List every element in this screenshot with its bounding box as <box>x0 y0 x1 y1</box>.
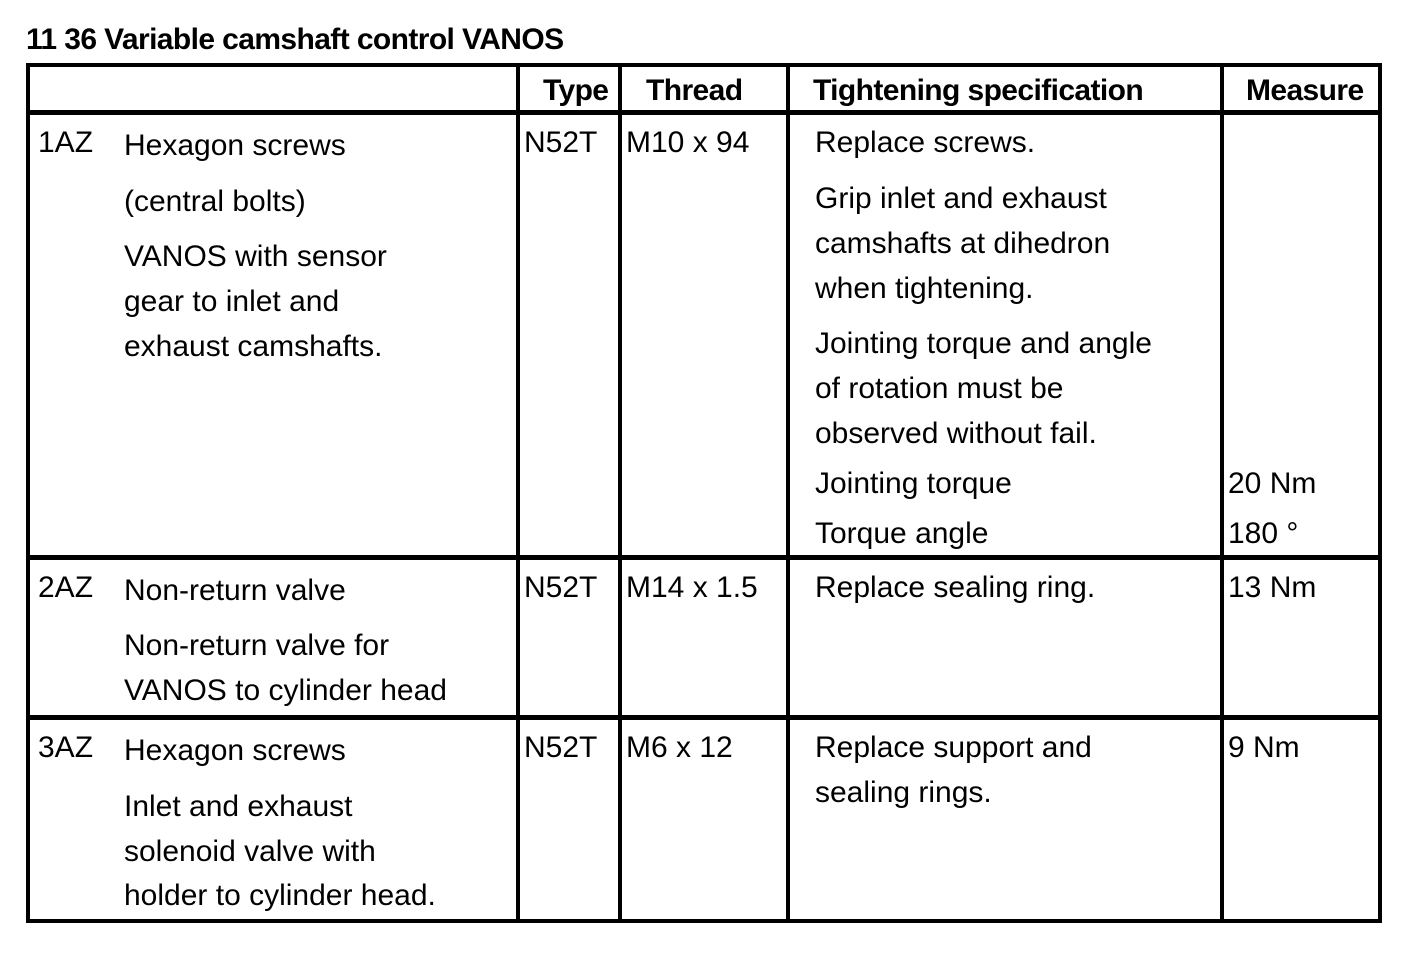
spec-line: camshafts at dihedron <box>815 227 1111 260</box>
component-line: exhaust camshafts. <box>124 330 383 363</box>
type-cell: N52T <box>524 571 598 604</box>
spec-line: observed without fail. <box>815 417 1097 450</box>
component-line: Non-return valve for <box>124 629 390 662</box>
table-border-bottom <box>26 919 1382 923</box>
header-spec: Tightening specification <box>813 74 1144 107</box>
component-line: Non-return valve <box>124 574 346 607</box>
measure-cell: 180 ° <box>1228 517 1299 550</box>
spec-line: Jointing torque <box>815 467 1012 500</box>
thread-cell: M10 x 94 <box>626 126 750 159</box>
component-line: VANOS to cylinder head <box>124 674 447 707</box>
component-line: Hexagon screws <box>124 129 346 162</box>
col-rule-spec <box>786 63 790 923</box>
component-line: gear to inlet and <box>124 285 340 318</box>
col-rule-type <box>516 63 520 923</box>
thread-cell: M14 x 1.5 <box>626 571 758 604</box>
component-line: Hexagon screws <box>124 734 346 767</box>
spec-line: Replace support and <box>815 731 1092 764</box>
row-id: 3AZ <box>38 731 94 764</box>
row-rule-2 <box>26 715 1382 720</box>
component-line: holder to cylinder head. <box>124 879 436 912</box>
measure-cell: 13 Nm <box>1228 571 1317 604</box>
type-cell: N52T <box>524 126 598 159</box>
row-rule-1 <box>26 555 1382 560</box>
spec-line: Torque angle <box>815 517 989 550</box>
spec-line: Grip inlet and exhaust <box>815 182 1107 215</box>
table-border-top <box>26 63 1382 67</box>
row-id: 2AZ <box>38 571 94 604</box>
component-line: solenoid valve with <box>124 835 376 868</box>
page-title: 11 36 Variable camshaft control VANOS <box>26 23 564 56</box>
thread-cell: M6 x 12 <box>626 731 733 764</box>
measure-cell: 20 Nm <box>1228 467 1317 500</box>
header-measure: Measure <box>1246 74 1364 107</box>
col-rule-measure <box>1220 63 1224 923</box>
measure-cell: 9 Nm <box>1228 731 1300 764</box>
spec-line: when tightening. <box>815 272 1034 305</box>
table-border-left <box>26 63 30 923</box>
spec-line: of rotation must be <box>815 372 1064 405</box>
component-line: VANOS with sensor <box>124 240 387 273</box>
component-line: Inlet and exhaust <box>124 790 353 823</box>
component-line: (central bolts) <box>124 185 306 218</box>
spec-line: Replace screws. <box>815 126 1036 159</box>
type-cell: N52T <box>524 731 598 764</box>
spec-line: Replace sealing ring. <box>815 571 1096 604</box>
header-type: Type <box>543 74 609 107</box>
spec-line: sealing rings. <box>815 776 992 809</box>
col-rule-thread <box>618 63 622 923</box>
table-border-right <box>1378 63 1382 923</box>
row-id: 1AZ <box>38 126 94 159</box>
spec-line: Jointing torque and angle <box>815 327 1152 360</box>
header-thread: Thread <box>646 74 743 107</box>
